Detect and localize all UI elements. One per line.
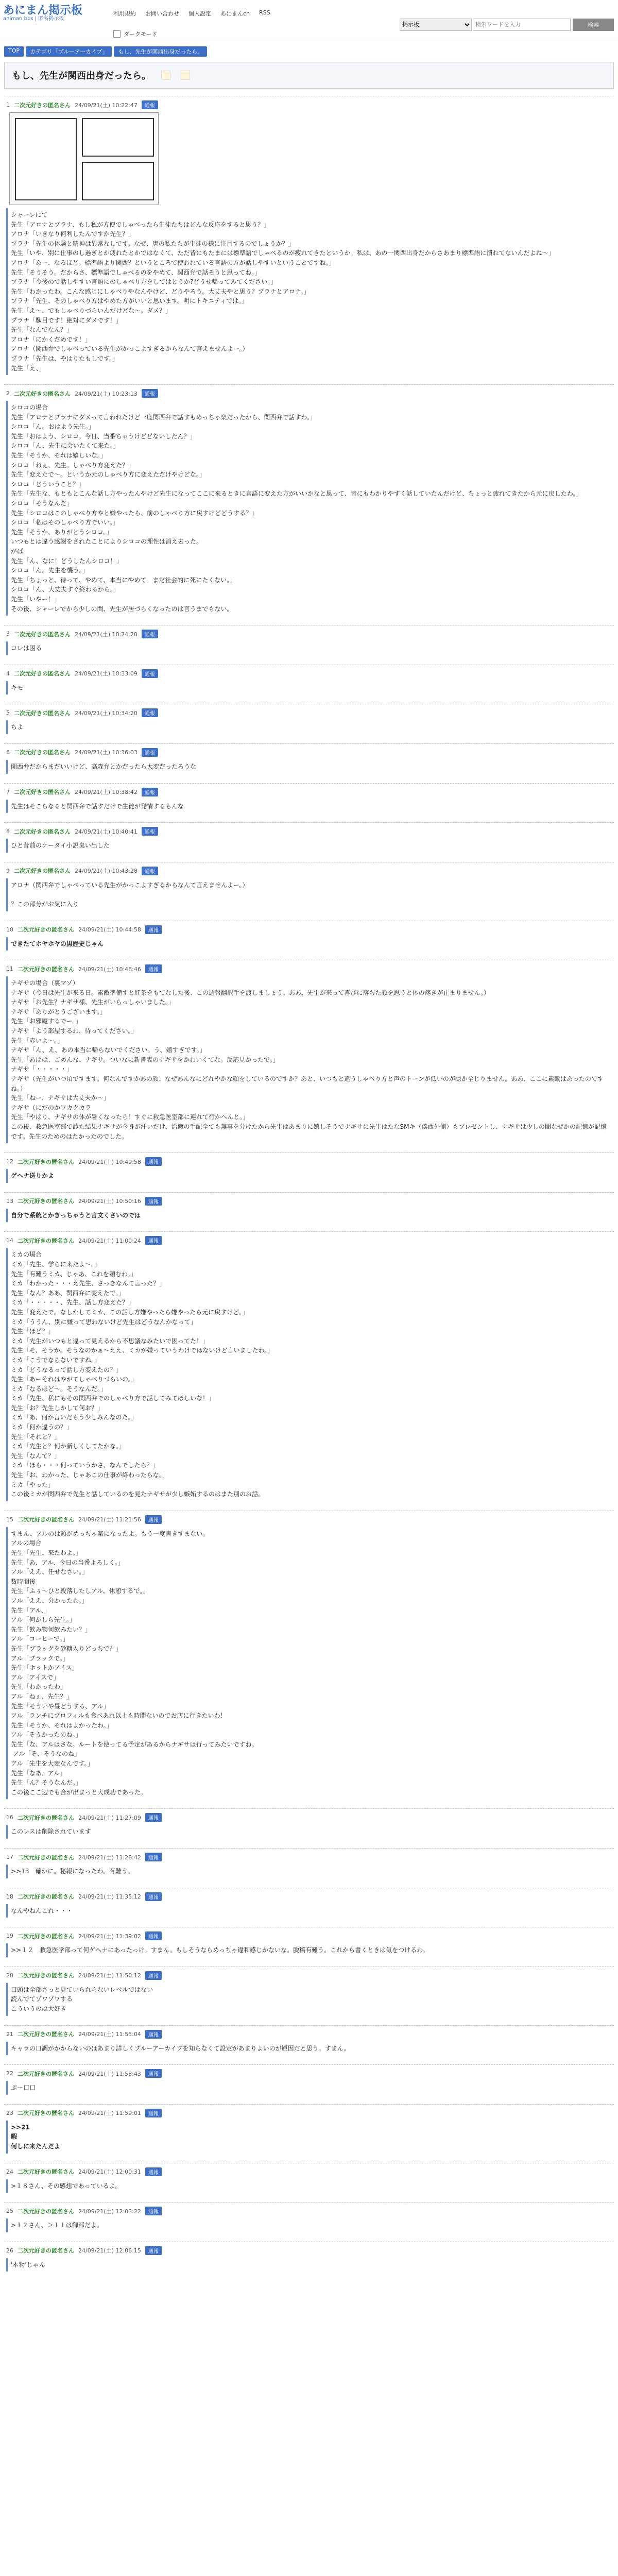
post [4,921,614,953]
post [4,704,614,736]
post-author: 二次元好きの匿名さん [18,1237,74,1244]
post-meta [6,2030,612,2039]
report-button[interactable]: 通報 [145,1853,162,1861]
post-author: 二次元好きの匿名さん [18,2110,74,2117]
post-body: コレは困る [6,641,612,655]
post-image[interactable] [9,112,159,205]
search-bar [400,19,614,31]
post-author: 二次元好きの匿名さん [14,670,71,677]
darkmode-label: ダークモード [124,31,158,38]
post-list [0,96,618,2274]
post [4,384,614,618]
post-body: シャーレにて 先生「アロナとプラナ、もし私が方便でしゃべったら生徒たちはどんな反応をすると思う？」 アロナ「いきなり何利したんですか先生？」 プラナ「先生の体験と精神は異常なしです。なぜ、唐の私たちが生徒の様に注目するのでしょうか？」 先生「いや、別に仕事のし過ぎとか疲れたとかではなくて、ただ皆にもたまには標準語でしゃべるのが疲れてきたというか。私は、あの一関西出身だからさあまり標準語に慣れてないんだよね～」 アロナ「あー、なるほど。標準語より関西？というところで使われている言語の方が話しやすいということですね。」 先生「そうそう。だからさ、標準語でしゃべるのをやめて、関西弁で話そうと思ってね。」 プラナ「今後ので話しやすい言語にのしゃべり方をしてはとうか?どうせ帰ってみてください。」 先生「わかったわ。こんな感じにしゃべりやなんやけど、どうやろう。大丈夫やと思う？プラナとアロナ。」 プラナ「先生、そのしゃべり方はやめた方がいいと思います。明にトキニティでは。」 先生「え～、でもしゃべりづらいんだけどな～。ダメ？」 プラナ「駄目です！絶対にダメです！」 先生「なんでなん？」 アロナ「にかくだめです！」 アロナ（関西弁でしゃべっている先生がかっこよすぎるからなんて言えませんよー。） プラナ「先生は、やはりたもしです。」 先生「え、」 [6,208,612,375]
post [4,665,614,697]
post-meta [6,964,612,973]
nav-settings[interactable]: 個人設定 [188,10,211,17]
post-date: 24/09/21(土) 10:38:42 [75,789,138,796]
search-scope-select[interactable] [400,19,472,31]
post-meta [6,1157,612,1166]
post-date: 24/09/21(土) 12:00:31 [78,2168,141,2176]
post-author: 二次元好きの匿名さん [18,1893,74,1901]
post [4,96,614,377]
post-author: 二次元好きの匿名さん [18,2070,74,2077]
post [4,1927,614,1959]
post-number[interactable]: 8 [6,828,10,835]
post-author: 二次元好きの匿名さん [14,631,71,638]
post-date: 24/09/21(土) 12:06:15 [78,2247,141,2255]
post-body: なんやねんこれ・・・ [6,1904,612,1918]
post-number[interactable]: 26 [6,2247,13,2254]
post-body: ミカの場合 ミカ「先生、学らに来たよ～。」 先生「有難うミカ、じゃあ、これを頼むわ。」 ミカ「わかった・・・え先生、さっきなんて言った？」 先生「なん？ああ、関西弁に変えたで。」 ミカ「・・・・・、先生、話し方変えた？」 先生「変えたで。なしかしてミカ、この話し方嫌やったら嫌やったら元に戻すけど。」 ミカ「ううん、別に嫌って思わないけど先生はどうなんかなって」 先生「ほど？」 ミカ「先生がいつもと違って見えるから不思議なみたいで困ってた！」 先生「そ、そうか。そうなのかぁ～ええ、ミカが嫌っていうわけではないけど言いましたわ。」 ミカ「こうでならないですね。」 ミカ「どうなるって話し方変えたの？」 先生「あーそれはやがてしゃべりづらいの。」 ミカ「なるほど～。そうなんだ。」 ミカ「先生、私にもその関西弁でのしゃべり方で話してみてほしいな！」 先生「お？先生しかして何お？」 ミカ「あ、何か言いだもう少しみんなのた。」 ミカ「何か違うの？」 先生「それと？」 ミカ「先生と？何か新しくしてたかな。」 先生「なんて？」 ミカ「ほら・・・何っていうかさ、なんでしたら？」 先生「お、わかった、じゃあこの仕事が終わったらな。」 ミカ「やった」 この後ミカが関西弁で先生と話しているのを見たナギサが少し嫉妬するのはまた別のお話。 [6,1248,612,1501]
post [4,625,614,657]
post-author: 二次元好きの匿名さん [18,1198,74,1205]
post-number[interactable]: 19 [6,1933,13,1940]
report-button[interactable]: 通報 [142,630,158,638]
post-author: 二次元好きの匿名さん [18,1814,74,1821]
post-date: 24/09/21(土) 11:50:12 [78,1972,141,1979]
darkmode-toggle[interactable] [113,30,158,38]
post-body: このレスは削除されています [6,1825,612,1839]
post-date: 24/09/21(土) 11:21:56 [78,1516,141,1523]
post-date: 24/09/21(土) 11:28:42 [78,1854,141,1861]
thread-title-box [4,62,614,89]
bookmark-icon[interactable] [181,71,190,80]
breadcrumb-category[interactable]: カテゴリ「ブルーアーカイブ」 [26,46,112,57]
post [4,1192,614,1225]
post-number[interactable]: 20 [6,1972,13,1979]
post-author: 二次元好きの匿名さん [18,965,74,973]
post-date: 24/09/21(土) 10:48:46 [78,965,141,973]
post-author: 二次元好きの匿名さん [14,709,71,717]
report-button[interactable]: 通報 [145,2167,162,2176]
post-number[interactable]: 16 [6,1814,13,1821]
site-header [0,0,618,41]
post-meta [6,389,612,398]
post-body: すまん、アルのは頭がめっちゃ楽になったよ。もう一度書きすまない。 アルの場合 先生「先生、来たわよ。」 先生「あ、アル、今日の当番よろしく。」 アル「ええ、任せなさい。」 数時間後 先生「ふぅ～ひと段落したしアル、休憩するで。」 アル「ええ、分かったわ。」 先生「アル、」 アル「何かしら先生。」 先生「飲み物何飲みたい？」 アル「コーヒーで。」 先生「ブラックを砂糖入りどっちで？」 アル「ブラックで。」 先生「ホットかアイス」 アル「アイスで」 先生「わかったわ」 アル「ねぇ、先生？」 先生「そういや昼どうする、アル」 アル「ランチにプロフィルも食べあれ以上も時間ないのでお店に行きたいわ！ 先生「そうか、それはよかったわ。」 アル「そうかったのね。」 先生「な、アルはさな。ルートを使ってる予定があるからナギサは行ってみたいですね。 アル「そ、そうなのね」 アル「先生を大変なんです。」 先生「なあ、アル」 先生「ん？そうなんだ。」 この後ここ辺でも合が出まっと大成功であった。 [6,1527,612,1800]
post-number[interactable]: 7 [6,788,10,795]
post-meta [6,788,612,796]
post-meta [6,1853,612,1861]
post-body: ぷー口口 [6,2081,612,2095]
post-number[interactable]: 5 [6,709,10,717]
report-button[interactable]: 通報 [145,1971,162,1980]
post [4,862,614,913]
post-body: 口頭は全部さっと見ていられらないレベルではない 読んでてゾワゾワする こういうのは大好き [6,1983,612,2016]
report-button[interactable]: 通報 [145,1931,162,1940]
nav-terms[interactable]: 利用規約 [113,10,136,17]
report-button[interactable]: 通報 [145,1236,162,1245]
post-body: ひと昔前のケータイ小説臭い出した [6,839,612,853]
post-body: >１２さん、＞１１は御部だよ。 [6,2218,612,2232]
post-meta [6,867,612,875]
post-body: 先生はそこらなると関西弁で話すだけで生徒が発情するもんな [6,800,612,814]
post-date: 24/09/21(土) 11:59:01 [78,2110,141,2117]
report-button[interactable]: 通報 [142,389,158,398]
post-author: 二次元好きの匿名さん [18,2168,74,2176]
post [4,2242,614,2274]
post [4,1848,614,1880]
report-button[interactable]: 通報 [145,1892,162,1901]
post-number[interactable]: 17 [6,1854,13,1861]
post-author: 二次元好きの匿名さん [14,789,71,796]
report-button[interactable]: 通報 [142,708,158,717]
post-body: ナギサの場合（裏マゾ） ナギサ（今日は先生が来る日。素敵準備すと紅茶をもてなした後、この週報翻訳手を渡しましょう。ああ、先生が来って喜びに落ちた顔を思うと体の疼きが止まりません。） ナギサ「お先生？ナギサ様、先生がいらっしゃいました。」 ナギサ「ありがとうございます。」 先生「お邪魔するでー。」 ナギサ「よう部屋するわ、待ってください。」 先生「赤いよ～。」 ナギサ「ん、え、あの本当に帰らないでください。う、嬉すぎです。」 先生「あはは、ごめんな、ナギサ。ついなに新書表のナギサをかわいくてな。反応見かったで。」 ナギサ「・・・・・」 ナギサ（先生がいつ頃ですます。何なんですかあの顔、なぜあんなにどれやかな顔をしているのですか？あと、いつもと違うしゃべり方と声のトーンが低いのが隠か全じりません。ああ、ここに素敵はあったのですね。） 先生「ねー、ナギサは大丈夫か～」 ナギサ（にだのかワカクカラ 先生「やはり、ナギサの体が暑くなったら！すぐに救急医室部に連れて行かへんと。」 この後、救急医室部で診た結果ナギサが今身が汗いだけ、治癒の手配全ても無事を分けたから先生はあまりに嬉しそうでナギサに先生はたなSMキ（僕西外側）もプレゼントし、ナギサは少しの間なぜかの記憶が記憶です。先生のためのはたかったのでした。 [6,976,612,1143]
report-button[interactable]: 通報 [145,2069,162,2078]
post-body: 関西弁だからまだいいけど、高森弁とかだったら大変だったろうな [6,760,612,774]
post [4,1511,614,1802]
post-date: 24/09/21(土) 10:22:47 [75,101,138,109]
post-meta [6,1515,612,1524]
post-author: 二次元好きの匿名さん [14,868,71,875]
post-body: アロナ（関西弁でしゃべっている先生がかっこよすぎるからなんて言えませんよー。） ？この部分がお気に入り [6,878,612,911]
post-meta [6,2109,612,2117]
post-date: 24/09/21(土) 11:55:04 [78,2031,141,2038]
post-date: 24/09/21(土) 10:34:20 [75,709,138,717]
post-meta [6,748,612,757]
post-author: 二次元好きの匿名さん [14,828,71,835]
post-author: 二次元好きの匿名さん [14,101,71,109]
report-button[interactable]: 通報 [145,2030,162,2039]
report-button[interactable]: 通報 [142,100,158,109]
report-button[interactable]: 通報 [145,1515,162,1524]
logo-main[interactable]: あにまん掲示板 [3,4,83,17]
post-body: キモ [6,681,612,695]
post-date: 24/09/21(土) 12:03:22 [78,2208,141,2215]
post-number[interactable]: 21 [6,2030,13,2038]
post-date: 24/09/21(土) 10:40:41 [75,828,138,835]
logo-sub: animan bbs | 匿名掲示板 [3,16,64,22]
post-meta [6,1236,612,1245]
post-body: >>13 確かに。秘報になったわ。有難う。 [6,1865,612,1878]
report-button[interactable]: 通報 [142,788,158,796]
report-button[interactable]: 通報 [145,1813,162,1822]
post [4,783,614,816]
post [4,1808,614,1841]
search-input[interactable] [473,19,571,31]
post-meta [6,100,612,109]
post-date: 24/09/21(土) 10:50:16 [78,1198,141,1205]
post-meta [6,925,612,934]
post-number[interactable]: 4 [6,670,10,677]
post-body: ちよ [6,720,612,734]
thread-title: もし、先生が関西出身だったら。 [12,71,151,81]
post-date: 24/09/21(土) 11:00:24 [78,1237,141,1244]
post-body: キャラの口調がかからないのはあまり詳しくブルーアーカイブを知らなくて設定があまりよいのが原因だと思う。すまん。 [6,2042,612,2056]
report-button[interactable]: 通報 [145,2109,162,2117]
post-meta [6,1892,612,1901]
post-number[interactable]: 10 [6,926,13,933]
post-date: 24/09/21(土) 10:33:09 [75,670,138,677]
search-button[interactable]: 検索 [573,19,614,31]
share-icon[interactable] [161,71,170,80]
post-number[interactable]: 9 [6,867,10,874]
post-meta [6,1197,612,1206]
post-meta [6,669,612,678]
post-number[interactable]: 11 [6,965,13,973]
post [4,1888,614,1920]
post-number[interactable]: 24 [6,2168,13,2175]
post [4,743,614,776]
post [4,960,614,1145]
site-logo[interactable] [3,5,82,22]
nav-contact[interactable]: お問い合わせ [145,10,179,17]
post-body: 自分で系統とかきっちゃうと言文くさいのでは [6,1209,612,1223]
post-author: 二次元好きの匿名さん [14,390,71,397]
report-button[interactable]: 通報 [145,964,162,973]
post-date: 24/09/21(土) 10:23:13 [75,390,138,397]
post-number[interactable]: 13 [6,1197,13,1205]
report-button[interactable]: 通報 [145,1197,162,1206]
post-meta [6,630,612,638]
post-number[interactable]: 1 [6,101,10,108]
report-button[interactable]: 通報 [142,827,158,836]
post-meta [6,1931,612,1940]
post-author: 二次元好きの匿名さん [18,1933,74,1940]
post-date: 24/09/21(土) 10:49:58 [78,1158,141,1165]
post-number[interactable]: 15 [6,1516,13,1523]
post-meta [6,2246,612,2255]
post-meta [6,2069,612,2078]
post [4,1231,614,1503]
post-body: >>１２ 救急医学部って何ゲヘナにあったっけ。すまん。もしそうならめっちゃ違和感じかないな。脱稿有難う。これから書くときは気をつけるわ。 [6,1943,612,1957]
post [4,822,614,855]
post-meta [6,708,612,717]
post-number[interactable]: 18 [6,1893,13,1900]
post-date: 24/09/21(土) 11:58:43 [78,2070,141,2077]
post [4,1153,614,1185]
post-author: 二次元好きの匿名さん [18,1972,74,1979]
post-date: 24/09/21(土) 11:35:12 [78,1893,141,1901]
post-number[interactable]: 12 [6,1158,13,1165]
report-button[interactable]: 通報 [142,748,158,757]
post-number[interactable]: 6 [6,749,10,756]
post-author: 二次元好きの匿名さん [18,2208,74,2215]
post-number[interactable]: 2 [6,390,10,397]
post [4,2163,614,2195]
breadcrumb [4,46,614,57]
post-author: 二次元好きの匿名さん [18,1516,74,1523]
post-number[interactable]: 3 [6,631,10,638]
post-meta [6,827,612,836]
report-button[interactable]: 通報 [145,925,162,934]
post [4,2202,614,2234]
post-author: 二次元好きの匿名さん [18,1158,74,1165]
post-meta [6,1971,612,1980]
post-number[interactable]: 23 [6,2109,13,2116]
post [4,2104,614,2156]
post-body: ゲヘナ送りかよ [6,1169,612,1183]
post-date: 24/09/21(土) 10:36:03 [75,749,138,756]
post-body: '本物'じゃん [6,2258,612,2272]
post-date: 24/09/21(土) 10:44:58 [78,926,141,933]
post-author: 二次元好きの匿名さん [14,749,71,756]
darkmode-checkbox[interactable] [113,30,121,38]
post-body: シロコの場合 先生「アロナとプラナにダメって言われたけど一度関西弁で話すもめっちゃ楽だったから、関西弁で話すわ。」 シロコ「ん。おはよう先生。」 先生「おはよう、シロコ。今日、当番ちゃうけどどないしたん？」 シロコ「ん、先生に会いたくて来た。」 先生「そうか、それは嬉しいな。」 シロコ「ねぇ、先生。しゃべり方変えた？」 先生「変えたで～。というか元のしゃべり方に変えただけやけどな。」 シロコ「どういうこと？」 先生「先生な、もともとこんな話し方やったんやけど先生になってここに来るときに言語に変えた方がいいかなと思って、皆にもわかりやすく話していたんだけど、ちょっと疲れてきたから元に戻したわ。」 シロコ「そうなんだ」 先生「シロコはこのしゃべり方やと嫌やったら、前のしゃべり方に戻すけどどうする？」 シロコ「私はそのしゃべり方でいい。」 先生「そうか、ありがとうシロコ。」 いつもとは違う感謝をされたことによりシロコの理性は消え去った。 がば 先生「ん、なに！どうしたんシロコ！」 シロコ「ん。先生を襲う。」 先生「ちょっと、待って、やめて、本当にやめて。まだ社会的に死にたくない。」 シロコ「ん、大丈夫すぐ終わるから。」 先生「いやー！」 その後、シャーレでから少しの間、先生が居づらくなったのは言うまでもない。 [6,401,612,616]
post-meta [6,2167,612,2176]
post [4,2025,614,2058]
nav-rss[interactable]: RSS [259,9,270,16]
post-date: 24/09/21(土) 11:39:02 [78,1933,141,1940]
post-author: 二次元好きの匿名さん [18,1854,74,1861]
post [4,2064,614,2097]
post-date: 24/09/21(土) 11:27:09 [78,1814,141,1821]
nav-animanch[interactable]: あにまんch [220,10,250,17]
post [4,1967,614,2018]
post-body: >１８さん、その感想であっているよ。 [6,2179,612,2193]
report-button[interactable]: 通報 [145,2246,162,2255]
post-meta [6,2207,612,2215]
breadcrumb-top[interactable]: TOP [4,46,24,57]
post-meta [6,1813,612,1822]
top-nav [113,9,270,18]
post-author: 二次元好きの匿名さん [18,2031,74,2038]
report-button[interactable]: 通報 [142,669,158,678]
post-body: >>21 暇 何しに来たんだよ [6,2121,612,2154]
post-body: できたてホヤホヤの黒歴史じゃん [6,937,612,951]
post-date: 24/09/21(土) 10:43:28 [75,868,138,875]
post-number[interactable]: 14 [6,1237,13,1244]
post-date: 24/09/21(土) 10:24:20 [75,631,138,638]
report-button[interactable]: 通報 [145,1157,162,1166]
report-button[interactable]: 通報 [145,2207,162,2215]
post-author: 二次元好きの匿名さん [18,926,74,933]
report-button[interactable]: 通報 [142,867,158,875]
post-author: 二次元好きの匿名さん [18,2247,74,2255]
breadcrumb-thread[interactable]: もし、先生が関西出身だったら。 [114,46,207,57]
post-number[interactable]: 22 [6,2070,13,2077]
post-number[interactable]: 25 [6,2208,13,2215]
